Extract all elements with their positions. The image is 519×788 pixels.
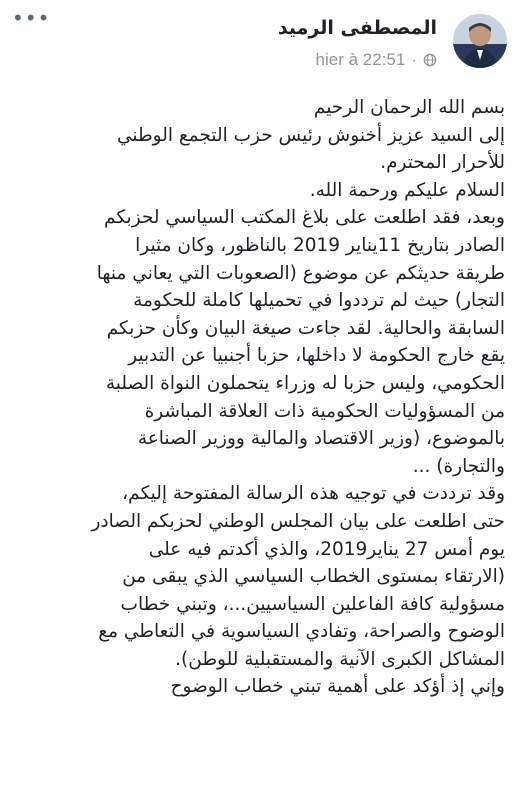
post-text-line: بسم الله الرحمان الرحيم [313,97,505,118]
post-text-line: وبعد، فقد اطلعت على بلاغ المكتب السياسي لحزبكم [104,207,505,229]
post-text-line: الحكومي، وليس حزبا له وزراء يتحملون النواة الصلبة [105,372,505,394]
post-text-line: يقع خارج الحكومة لا داخلها، حزبا أجنبيا عن التدبير [128,345,505,367]
post-text-line: إلى السيد عزيز أخنوش رئيس حزب التجمع الوطني [116,124,505,146]
post-header [0,0,519,86]
author-name[interactable]: المصطفى الرميد [277,17,437,39]
post-text-line: من المسؤوليات الحكومية ذات العلاقة المباشرة [144,400,505,422]
meta-separator: · [411,50,417,69]
avatar[interactable] [453,14,507,68]
post-text-line: والتجارة) ... [412,455,505,477]
post-text-line: السابقة والحالية. لقد جاءت صيغة البيان وكأن حزبكم [106,317,505,339]
post-text-line: السلام عليكم ورحمة الله. [309,179,505,201]
post-text-line: التجار) حيث لم ترددوا في تحميلها كاملة للحكومة [133,290,505,312]
post-text-line: للأحرار المحترم. [380,152,505,174]
post-text-line: يوم أمس 27 يناير2019، والذي أكدتم فيه على [148,538,505,560]
post-text-line: المشاكل الكبرى الآنية والمستقبلية للوطن). [175,648,505,670]
post-text-line: وإني إذ أؤكد على أهمية تبني خطاب الوضوح [170,676,505,698]
post-text-line: الوضوح والصراحة، وتفادي السياسوية في التعاطي مع [98,621,505,643]
globe-icon [423,53,437,67]
post-text-line: (الارتقاء بمستوى الخطاب السياسي الذي يبقى من [122,566,505,588]
post-text-line: الصادر بتاريخ 11يناير 2019 بالناظور، وكان مثيرا [135,234,505,256]
post-text-line: حتى اطلعت على بيان المجلس الوطني لحزبكم الصادر [91,510,505,532]
post-text-line: بالموضوع، (وزير الاقتصاد والمالية ووزير الصناعة [137,428,505,450]
post-text-line: طريقة حديثكم عن موضوع (الصعوبات التي يعاني منها [96,262,505,284]
more-options-icon[interactable]: ••• [12,6,51,30]
post-text-line: وقد ترددت في توجيه هذه الرسالة المفتوحة إليكم، [122,483,505,505]
post-meta [316,50,437,70]
post-body [16,94,505,788]
post-text-line: مسؤولية كافة الفاعلين السياسيين...، وتبني خطاب [120,593,505,615]
post-timestamp[interactable]: hier à 22:51 [315,50,406,69]
